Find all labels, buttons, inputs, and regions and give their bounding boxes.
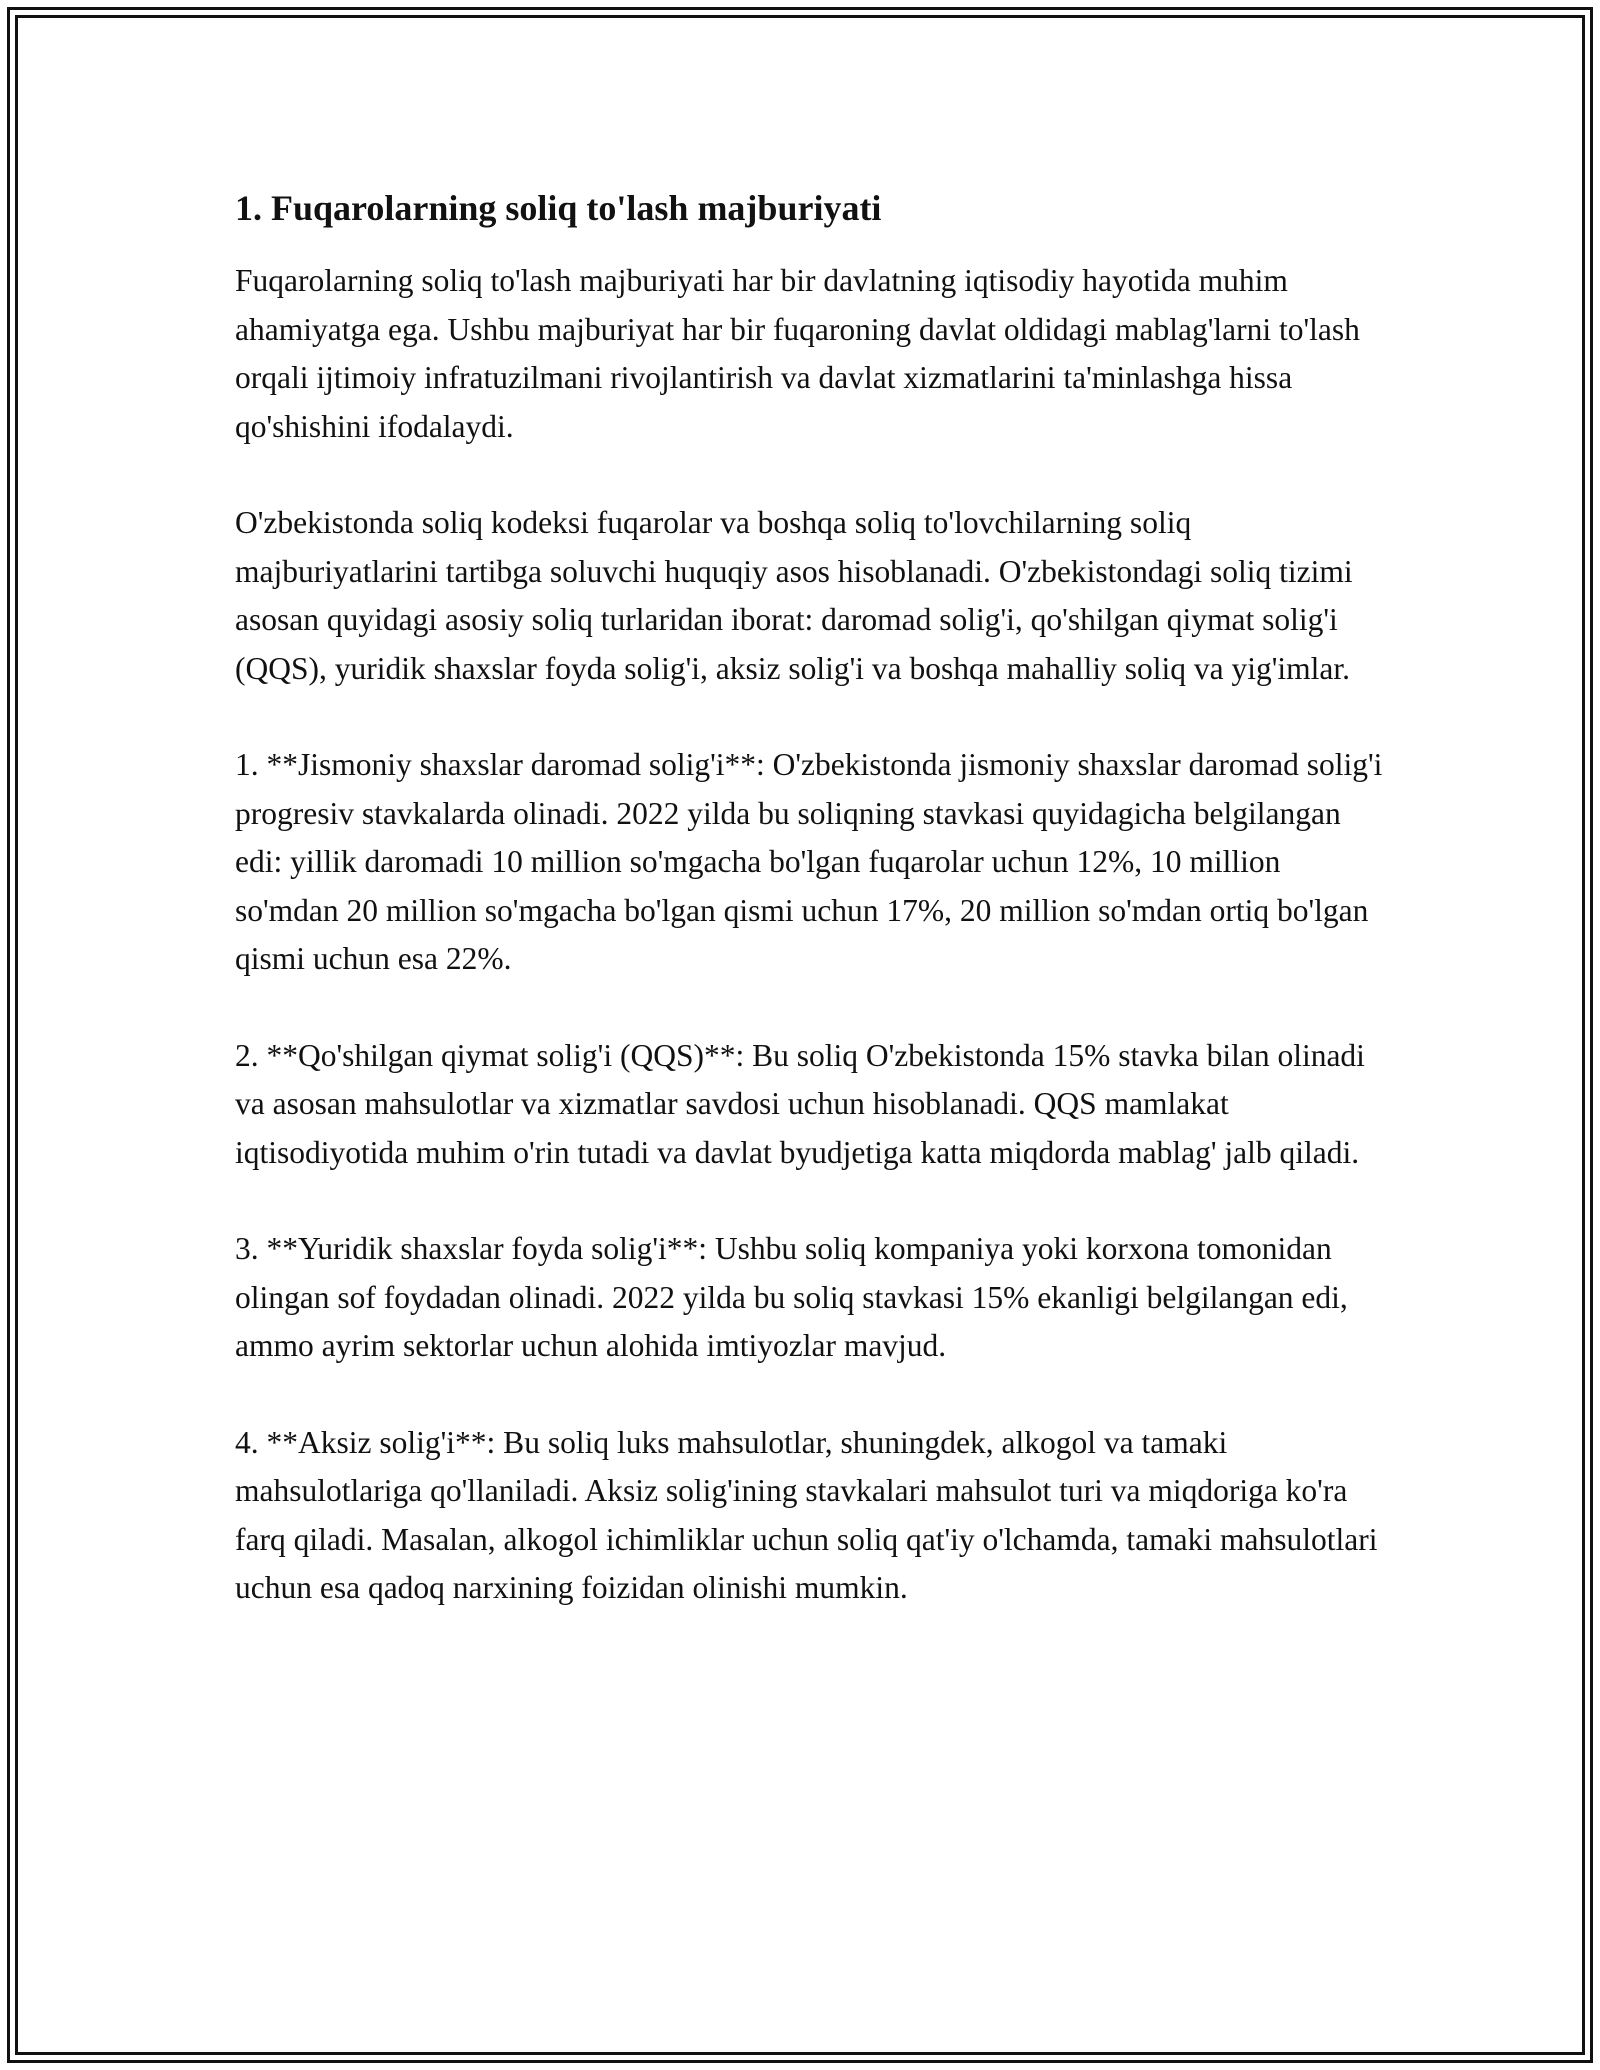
corporate-profit-tax-paragraph: 3. **Yuridik shaxslar foyda solig'i**: Ushbu soliq kompaniya yoki korxona tomonidan olingan sof foydadan olinadi. 2022 yilda bu soliq stavkasi 15% ekanligi belgilangan edi, ammo ayrim sektorlar uchun alohida imtiyozlar mavjud. [235, 1231, 1348, 1363]
excise-tax-paragraph: 4. **Aksiz solig'i**: Bu soliq luks mahsulotlar, shuningdek, alkogol va tamaki mahsulotlariga qo'llaniladi. Aksiz solig'ining stavkalari mahsulot turi va miqdoriga ko'ra farq qiladi. Masalan, alkogol ichimliklar uchun soliq qat'iy o'lchamda, tamaki mahsulotlari uchun esa qadoq narxining foizidan olinishi mumkin. [235, 1424, 1378, 1605]
tax-code-paragraph: O'zbekistonda soliq kodeksi fuqarolar va boshqa soliq to'lovchilarning soliq majburiyatlarini tartibga soluvchi huquqiy asos hisoblanadi. O'zbekistondagi soliq tizimi asosan quyidagi asosiy soliq turlaridan iborat: daromad solig'i, qo'shilgan qiymat solig'i (QQS), yuridik shaxslar foyda solig'i, aksiz solig'i va boshqa mahalliy soliq va yig'imlar. [235, 505, 1353, 686]
personal-income-tax-paragraph: 1. **Jismoniy shaxslar daromad solig'i**: O'zbekistonda jismoniy shaxslar daromad solig'i progresiv stavkalarda olinadi. 2022 yilda bu soliqning stavkasi quyidagicha belgilangan edi: yillik daromadi 10 million so'mgacha bo'lgan fuqarolar uchun 12%, 10 million so'mdan 20 million so'mgacha bo'lgan qismi uchun 17%, 20 million so'mdan ortiq bo'lgan qismi uchun esa 22%. [235, 747, 1383, 976]
document-title: 1. Fuqarolarning soliq to'lash majburiyati [235, 188, 882, 228]
vat-paragraph: 2. **Qo'shilgan qiymat solig'i (QQS)**: Bu soliq O'zbekistonda 15% stavka bilan olinadi va asosan mahsulotlar va xizmatlar savdosi uchun hisoblanadi. QQS mamlakat iqtisodiyotida muhim o'rin tutadi va davlat byudjetiga katta miqdorda mablag' jalb qiladi. [235, 1037, 1365, 1170]
intro-paragraph: Fuqarolarning soliq to'lash majburiyati har bir davlatning iqtisodiy hayotida muhim ahamiyatga ega. Ushbu majburiyat har bir fuqaroning davlat oldidagi mablag'larni to'lash orqali ijtimoiy infratuzilmani rivojlantirish va davlat xizmatlarini ta'minlashga hissa qo'shishini ifodalaydi. [235, 263, 1360, 444]
document-body [235, 186, 1385, 1661]
